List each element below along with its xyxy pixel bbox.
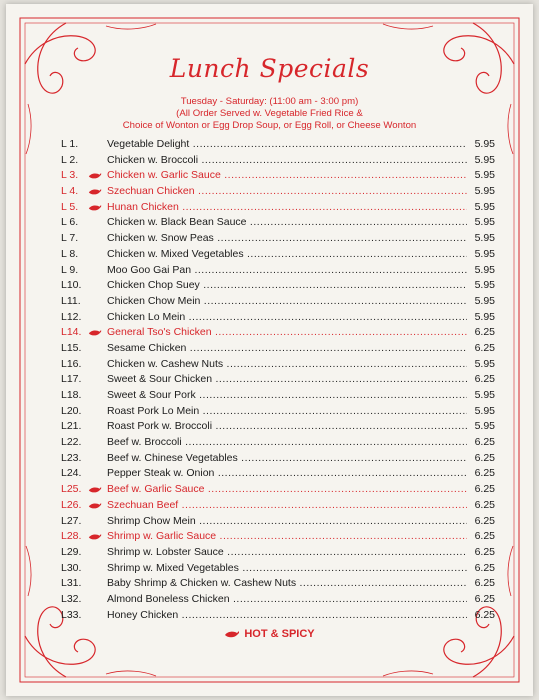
item-price: 6.25 (474, 467, 495, 480)
item-price: 5.95 (474, 138, 495, 150)
menu-item-row (61, 545, 495, 561)
pepper-icon (88, 486, 102, 494)
item-price: 6.25 (474, 341, 495, 354)
item-price: 5.95 (474, 200, 495, 213)
item-name: Szechuan Chicken ..... (107, 184, 467, 200)
item-code: L23. (61, 451, 82, 464)
item-code: L21. (61, 420, 82, 433)
item-code: L16. (61, 357, 82, 370)
item-price: 5.95 (474, 263, 495, 276)
serving-note-line2: Choice of Wonton or Egg Drop Soup, or Egg Roll, or Cheese Wonton (122, 120, 417, 131)
item-price: 5.95 (474, 389, 495, 401)
item-name: Chicken w. Black Bean Sauce ..... (107, 215, 467, 231)
item-price: 5.95 (474, 153, 495, 166)
menu-item-row (61, 466, 495, 482)
item-price: 5.95 (474, 310, 495, 323)
menu-item-row (61, 184, 495, 200)
page-title: Lunch Specials (169, 54, 370, 83)
item-price: 6.25 (474, 451, 495, 464)
item-price: 5.95 (474, 247, 495, 260)
menu-item-row (61, 529, 495, 545)
pepper-icon (88, 533, 102, 541)
item-price: 6.25 (474, 373, 495, 386)
item-code: L 5. (61, 200, 79, 213)
menu-page (6, 4, 533, 696)
item-price: 6.25 (474, 577, 495, 590)
item-price: 6.25 (474, 592, 495, 605)
menu-item-row (61, 168, 495, 184)
item-price: 5.95 (474, 357, 495, 370)
item-name: Baby Shrimp & Chicken w. Cashew Nuts ..... (107, 576, 467, 592)
item-price: 6.25 (474, 514, 495, 527)
item-price: 5.95 (474, 216, 495, 229)
item-code: L32. (61, 592, 82, 605)
item-name: Szechuan Beef ..... (107, 498, 467, 514)
pepper-icon (88, 204, 102, 212)
menu-item-row (61, 404, 495, 420)
item-name: Vegetable Delight ..... (107, 137, 467, 153)
menu-item-row (61, 357, 495, 373)
item-name: Honey Chicken ..... (107, 608, 467, 624)
menu-item-row (61, 561, 495, 577)
item-code: L12. (61, 310, 82, 323)
item-code: L29. (61, 545, 82, 558)
item-code: L 3. (61, 169, 79, 182)
item-price: 5.95 (474, 404, 495, 417)
menu-item-row (61, 576, 495, 592)
item-name: Sweet & Sour Chicken ..... (107, 372, 467, 388)
menu-list (61, 137, 495, 623)
menu-item-row (61, 514, 495, 530)
item-name: Chicken w. Broccoli ..... (107, 153, 467, 169)
item-code: L22. (61, 436, 82, 449)
item-code: L33. (61, 608, 82, 621)
item-name: Pepper Steak w. Onion ..... (107, 466, 467, 482)
pepper-icon (224, 630, 240, 639)
item-name: Shrimp w. Mixed Vegetables ..... (107, 561, 467, 577)
menu-item-row (61, 341, 495, 357)
menu-item-row (61, 435, 495, 451)
item-name: Hunan Chicken ..... (107, 200, 467, 216)
item-name: Roast Pork Lo Mein ..... (107, 404, 467, 420)
menu-item-row (61, 310, 495, 326)
item-code: L25. (61, 483, 82, 496)
item-name: Beef w. Garlic Sauce ..... (107, 482, 467, 498)
item-code: L28. (61, 530, 82, 543)
hot-spicy-legend (6, 628, 533, 640)
item-code: L27. (61, 514, 82, 527)
item-code: L17. (61, 373, 82, 386)
item-name: Moo Goo Gai Pan ..... (107, 263, 467, 279)
pepper-icon (88, 329, 102, 337)
item-code: L 2. (61, 153, 79, 166)
item-code: L30. (61, 561, 82, 574)
item-price: 5.95 (474, 294, 495, 307)
item-name: Shrimp w. Lobster Sauce ..... (107, 545, 467, 561)
item-price: 6.25 (474, 498, 495, 511)
item-name: Beef w. Broccoli ..... (107, 435, 467, 451)
item-name: Roast Pork w. Broccoli ..... (107, 419, 467, 435)
item-price: 6.25 (474, 608, 495, 621)
item-code: L20. (61, 404, 82, 417)
menu-item-row (61, 247, 495, 263)
item-name: Chicken Chop Suey ..... (107, 278, 467, 294)
serving-note-line1: (All Order Served w. Vegetable Fried Rice & (176, 108, 363, 119)
menu-item-row (61, 451, 495, 467)
pepper-icon (88, 188, 102, 196)
item-code: L 1. (61, 138, 79, 150)
legend-label: HOT & SPICY (244, 628, 315, 640)
item-name: Chicken Lo Mein ..... (107, 310, 467, 326)
item-name: Sweet & Sour Pork ..... (107, 388, 467, 404)
menu-item-row (61, 294, 495, 310)
menu-item-row (61, 231, 495, 247)
menu-item-row (61, 325, 495, 341)
item-price: 6.25 (474, 326, 495, 339)
menu-item-row (61, 419, 495, 435)
menu-item-row (61, 482, 495, 498)
item-price: 5.95 (474, 420, 495, 433)
item-price: 6.25 (474, 530, 495, 543)
item-code: L31. (61, 577, 82, 590)
item-price: 6.25 (474, 483, 495, 496)
item-name: Chicken w. Garlic Sauce ..... (107, 168, 467, 184)
item-code: L26. (61, 498, 82, 511)
item-code: L24. (61, 467, 82, 480)
item-code: L 8. (61, 247, 79, 260)
hours-text: Tuesday - Saturday: (11:00 am - 3:00 pm) (180, 96, 359, 107)
item-code: L 6. (61, 216, 79, 229)
item-code: L 4. (61, 185, 79, 198)
menu-item-row (61, 278, 495, 294)
item-price: 5.95 (474, 232, 495, 245)
menu-item-row (61, 137, 495, 153)
menu-item-row (61, 153, 495, 169)
item-code: L10. (61, 279, 82, 292)
item-name: Chicken w. Mixed Vegetables ..... (107, 247, 467, 263)
menu-item-row (61, 372, 495, 388)
menu-item-row (61, 215, 495, 231)
menu-item-row (61, 263, 495, 279)
item-code: L11. (61, 294, 81, 307)
item-name: Chicken w. Snow Peas ..... (107, 231, 467, 247)
item-name: Sesame Chicken ..... (107, 341, 467, 357)
item-price: 5.95 (474, 185, 495, 198)
item-price: 5.95 (474, 169, 495, 182)
item-price: 6.25 (474, 561, 495, 574)
menu-item-row (61, 608, 495, 624)
item-name: Chicken w. Cashew Nuts ..... (107, 357, 467, 373)
item-name: General Tso's Chicken ..... (107, 325, 467, 341)
item-name: Beef w. Chinese Vegetables ..... (107, 451, 467, 467)
item-price: 6.25 (474, 436, 495, 449)
item-name: Shrimp Chow Mein ..... (107, 514, 467, 530)
pepper-icon (88, 502, 102, 510)
menu-item-row (61, 498, 495, 514)
item-code: L 9. (61, 263, 79, 276)
item-code: L15. (61, 341, 82, 354)
item-code: L14. (61, 326, 82, 339)
item-code: L 7. (61, 232, 79, 245)
menu-item-row (61, 388, 495, 404)
item-name: Shrimp w. Garlic Sauce ..... (107, 529, 467, 545)
item-code: L18. (61, 389, 82, 401)
menu-item-row (61, 592, 495, 608)
menu-item-row (61, 200, 495, 216)
item-name: Chicken Chow Mein ..... (107, 294, 467, 310)
item-price: 5.95 (474, 279, 495, 292)
item-name: Almond Boneless Chicken ..... (107, 592, 467, 608)
item-price: 6.25 (474, 545, 495, 558)
pepper-icon (88, 172, 102, 180)
